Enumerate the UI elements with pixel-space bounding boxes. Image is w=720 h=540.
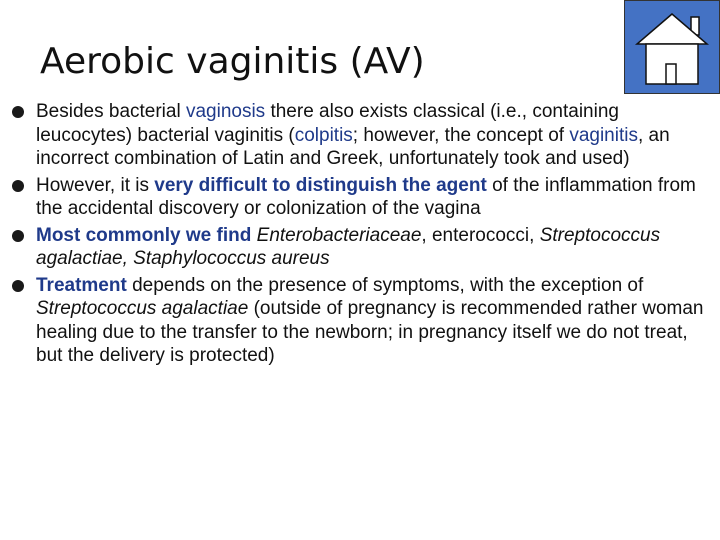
species-name: Enterobacteriaceae [256, 224, 422, 246]
bullet-item [10, 100, 710, 171]
highlight-term: vaginosis [185, 101, 266, 122]
species-name: Streptococcus agalactiae [36, 298, 249, 319]
bullet-dot [12, 106, 24, 118]
slide-title: Aerobic vaginitis (AV) [40, 41, 425, 82]
bullet-dot [12, 280, 24, 292]
highlight-term: colpitis [294, 124, 353, 146]
bullet-text: , enterococci, [421, 224, 540, 246]
species-name: Streptococcus agalactiae, Staphylococcus aureus [36, 224, 661, 269]
bullet-text: (outside of pregnancy is recommended rather woman healing due to the transfer to the newborn; in pregnancy itself we do not treat, but the delivery is protected) [36, 298, 704, 366]
bullet-item [10, 224, 710, 271]
bullet-dot [12, 230, 24, 242]
home-button[interactable] [624, 0, 720, 94]
bullet-text: However, it is [36, 174, 155, 196]
highlight-term: Most commonly we find [36, 224, 252, 246]
bullet-text: there also exists classical (i.e., containing leucocytes) bacterial vaginitis ( [36, 101, 619, 146]
bullet-list [10, 100, 710, 371]
house-icon [625, 1, 719, 93]
highlight-term: Treatment [36, 274, 127, 296]
bullet-text: of the inflammation from the accidental discovery or colonization of the vagina [36, 174, 696, 219]
highlight-term: vaginitis [569, 124, 638, 146]
bullet-text: ; however, the concept of [352, 124, 570, 146]
bullet-dot [12, 180, 24, 192]
bullet-text: , an incorrect combination of Latin and Greek, unfortunately took and used) [36, 124, 670, 169]
bullet-text: Besides bacterial [36, 101, 186, 122]
bullet-item [10, 274, 710, 368]
bullet-item [10, 174, 710, 221]
bullet-text: depends on the presence of symptoms, with the exception of [126, 274, 644, 296]
highlight-term: very difficult to distinguish the agent [154, 174, 487, 196]
